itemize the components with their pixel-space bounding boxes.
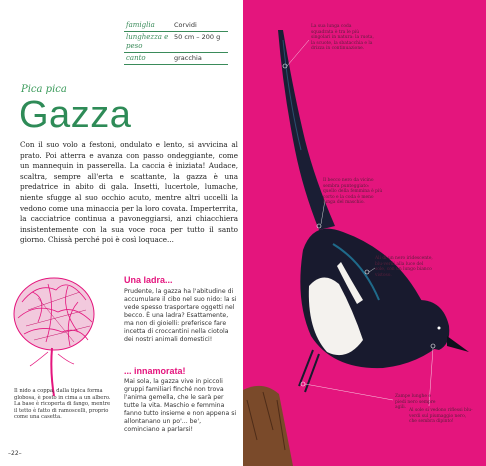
annotation-beak: Il becco nero da vicino sembra punteggiato: quello della femmina è più corto e la coda è meno lunga del maschio. — [323, 178, 383, 206]
right-page — [243, 0, 486, 466]
annotation-legs: Zampe lunghe e piedi nero sempre agili. — [395, 394, 436, 411]
eye-shape — [438, 327, 441, 330]
annotation-wings: Ali di un nero iridescente, blu-verdi alla luce del sole, con un lungo bianco vistoso. — [375, 256, 433, 278]
info-value-song: gracchia — [172, 53, 228, 65]
section-text-innamorata: Mai sola, la gazza vive in piccoli gruppi familiari finché non trova l'anima gemella, che le sarà per tutte la vita. Maschio e femmina fanno tutto insieme e non appena si allontanano un po'... be', cominciano a parlarsi! — [124, 378, 237, 433]
info-value-size: 50 cm – 200 g — [172, 32, 228, 53]
body-paragraph: Con il suo volo a festoni, ondulato e lento, si avvicina al prato. Poi atterra e avanza con passo ondeggiante, come un mannequin in passerella. La caccia è iniziata! Audace, scaltra, sempre all'erta e scattante, la gazza è una predatrice in abito di gala. Insetti, lucertole, lumache, niente sfugge al suo occhio acuto, mentre altri uccelli la vedono come una minaccia per la loro covata. Imperterrita, la cacciatrice continua a pavoneggiarsi, anzi chiacchiera insistentemente con la sua voce roca per tutto il santo giorno. Chissà perché poi è così loquace... — [20, 140, 238, 245]
info-row-size — [124, 32, 228, 53]
species-info-table — [124, 20, 228, 65]
section-heading-ladra: Una ladra... — [124, 275, 173, 285]
annotation-tail: La sua lunga coda squadrata è tra le più singolari in natura: la ruota, la scuote, la sbatacchia e la drizza in continuazione. — [311, 24, 374, 52]
trunk-shape — [243, 386, 293, 466]
beak-shape — [447, 336, 469, 352]
nest-caption: Il nido a coppa, dalla tipica forma globosa, è posto in cima a un albero. La base è ricoperta di fango, mentre il tetto è fatto di ramoscelli, proprio come una casetta. — [14, 388, 111, 421]
info-value-family: Corvidi — [172, 20, 228, 32]
info-row-song — [124, 53, 228, 65]
info-key-song: canto — [124, 53, 172, 65]
page-title: Gazza — [19, 94, 132, 136]
info-key-family: famiglia — [124, 20, 172, 32]
section-heading-innamorata: ... innamorata! — [124, 366, 186, 376]
info-key-size: lunghezza e peso — [124, 32, 172, 53]
scientific-name: Pica pica — [21, 84, 67, 95]
annotation-plumage: Al sole si vedono riflessi blu-verdi sul piumaggio nero, che sembra dipinto! — [409, 408, 473, 425]
page-number: –22– — [8, 450, 22, 457]
info-row-family — [124, 20, 228, 32]
section-text-ladra: Prudente, la gazza ha l'abitudine di accumulare il cibo nel suo nido: la si vede spesso trasportare oggetti nel becco. È una ladra? Esattamente, ma non di gioielli: preferisce fare incetta di croccantini nella ciotola dei nostri animali domestici! — [124, 288, 237, 343]
magpie-illustration — [243, 0, 486, 466]
